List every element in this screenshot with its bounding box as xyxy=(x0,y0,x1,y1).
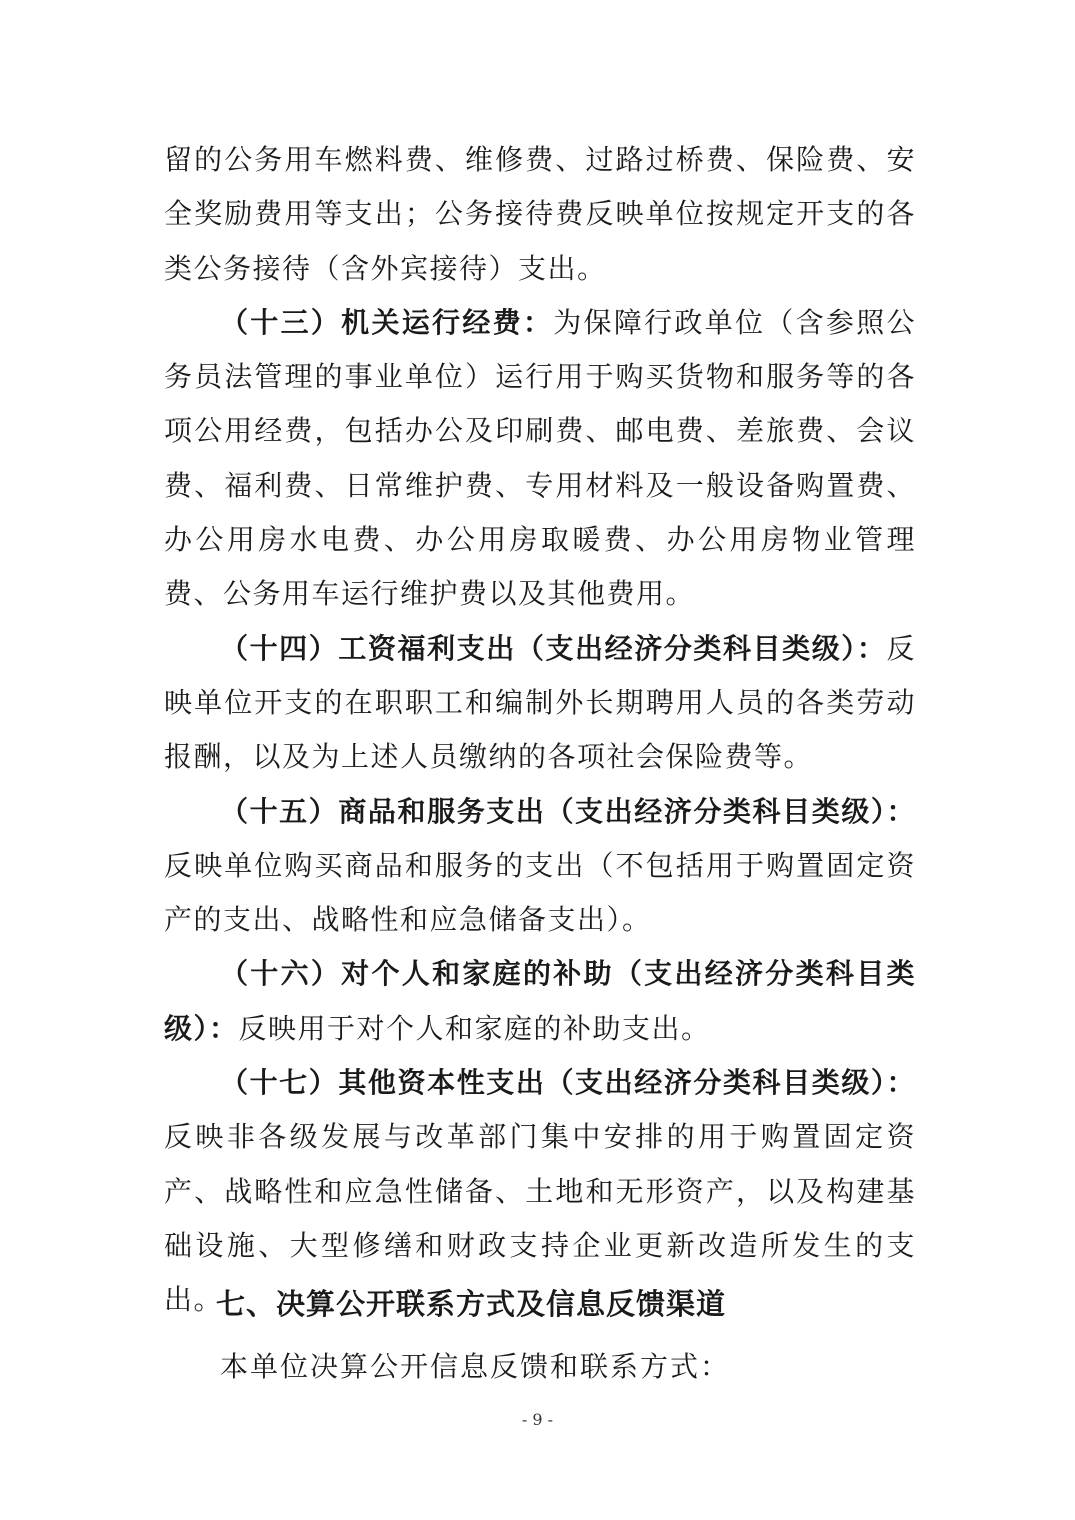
paragraph-15 xyxy=(164,785,916,948)
paragraph-text: 反映单位开支的在职职工和编制外长期聘用人员的各类劳动报酬，以及为上述人员缴纳的各项社会保险费等。 xyxy=(164,631,916,774)
term-heading: （十四）工资福利支出（支出经济分类科目类级）： xyxy=(220,631,887,665)
term-heading: （十三）机关运行经费： xyxy=(220,305,554,339)
paragraph-continuation xyxy=(164,133,916,296)
term-heading: （十五）商品和服务支出（支出经济分类科目类级）： xyxy=(220,794,916,828)
paragraph-16 xyxy=(164,947,916,1056)
paragraph-text: 反映用于对个人和家庭的补助支出。 xyxy=(238,1011,711,1045)
term-heading: （十七）其他资本性支出（支出经济分类科目类级）： xyxy=(220,1066,916,1100)
paragraph-13 xyxy=(164,296,916,622)
paragraph-text: 反映非各级发展与改革部门集中安排的用于购置固定资产、战略性和应急性储备、土地和无形资产，以及构建基础设施、大型修缮和财政支持企业更新改造所发生的支出。 xyxy=(164,1120,916,1317)
term-heading: （十六）对个人和家庭的补助（支出经济分类科目类级）： xyxy=(164,957,916,1045)
paragraph-14 xyxy=(164,622,916,785)
body-text xyxy=(164,133,916,1328)
paragraph-text: 留的公务用车燃料费、维修费、过路过桥费、保险费、安全奖励费用等支出；公务接待费反映单位按规定开支的各类公务接待（含外宾接待）支出。 xyxy=(164,143,916,285)
paragraph-text: 为保障行政单位（含参照公务员法管理的事业单位）运行用于购买货物和服务等的各项公用经费，包括办公及印刷费、邮电费、差旅费、会议费、福利费、日常维护费、专用材料及一般设备购置费、办公用房水电费、办公用房取暖费、办公用房物业管理费、公务用车运行维护费以及其他费用。 xyxy=(164,305,916,611)
contact-line: 本单位决算公开信息反馈和联系方式： xyxy=(220,1350,731,1383)
section-heading: 七、决算公开联系方式及信息反馈渠道 xyxy=(216,1287,727,1321)
page-number: - 9 - xyxy=(521,1410,554,1429)
paragraph-text: 反映单位购买商品和服务的支出（不包括用于购置固定资产的支出、战略性和应急储备支出）。 xyxy=(164,848,916,937)
